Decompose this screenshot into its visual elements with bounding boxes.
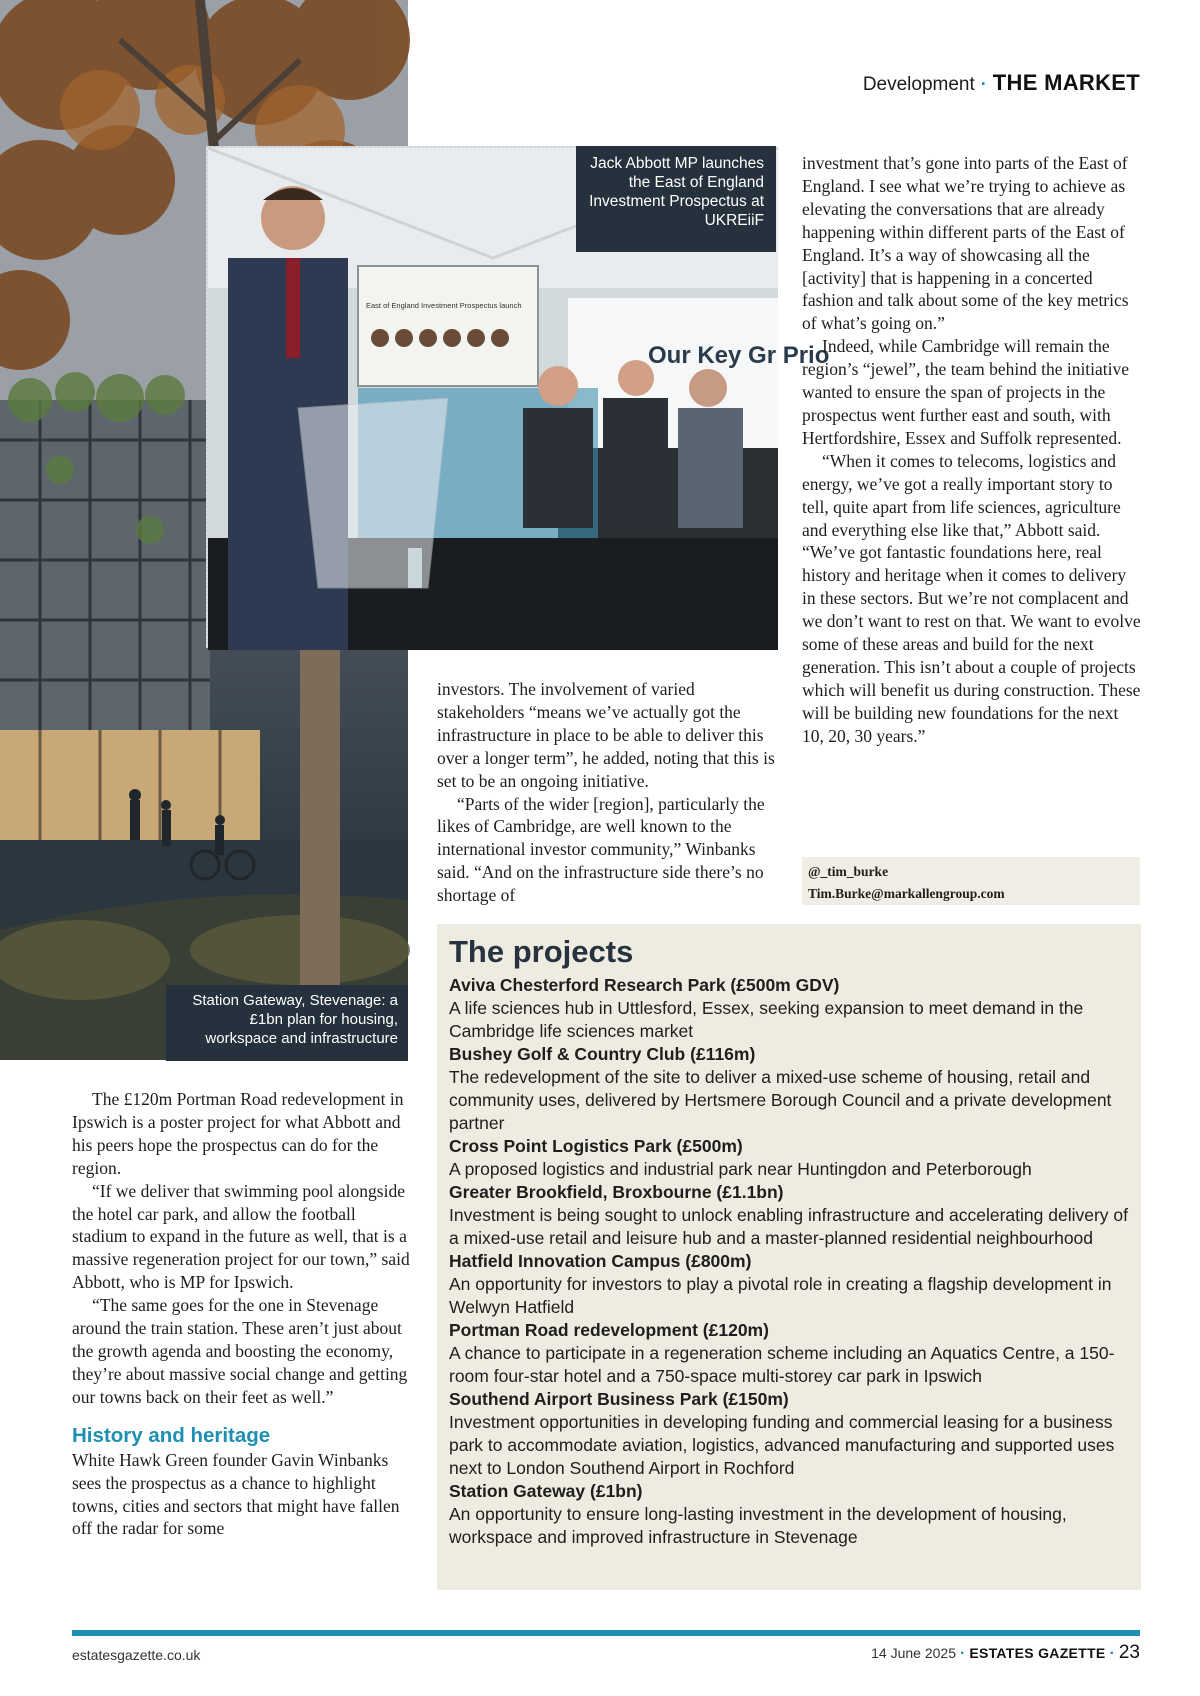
article-paragraph: “The same goes for the one in Stevenage around the train station. These aren’t just about the growth agenda and boosting the economy, they’re about massive social change and getting our towns back on their feet as well.” <box>72 1295 408 1407</box>
footer-separator: · <box>1109 1645 1115 1662</box>
project-name: Cross Point Logistics Park (£500m) <box>449 1136 743 1156</box>
footer-separator: · <box>959 1645 966 1662</box>
project-name: Bushey Golf & Country Club (£116m) <box>449 1044 756 1064</box>
screen-title: East of England Investment Prospectus launch <box>366 301 522 310</box>
section-label: Development <box>862 74 975 95</box>
article-paragraph: investment that’s gone into parts of the East of England. I see what we’re trying to achieve as elevating the conversations that are already happening within different parts of the East of England. It’s a way of showcasing all the [activity] that is happening in a concerted fashion and talk about some of the key metrics of what’s going on.” <box>802 153 1129 334</box>
project-name: Hatfield Innovation Campus (£800m) <box>449 1251 752 1271</box>
author-email[interactable]: Tim.Burke@markallengroup.com <box>808 886 1005 901</box>
project-name: Aviva Chesterford Research Park (£500m GDV) <box>449 975 840 995</box>
project-description: The redevelopment of the site to deliver a mixed-use scheme of housing, retail and community uses, delivered by Hertsmere Borough Council and a private development partner <box>449 1067 1112 1133</box>
article-paragraph: investors. The involvement of varied stakeholders “means we’ve actually got the infrastructure in place to be able to deliver this over a longer term”, he added, noting that this is set to be an ongoing initiative. <box>437 679 775 791</box>
article-paragraph: White Hawk Green founder Gavin Winbanks sees the prospectus as a chance to highlight towns, cities and sectors that might have fallen off the radar for some <box>72 1449 400 1539</box>
article-column-left <box>72 1088 412 1540</box>
article-paragraph: “If we deliver that swimming pool alongside the hotel car park, and allow the football stadium to expand in the future as well, that is a massive regeneration project for our town,” said Abbott, who is MP for Ipswich. <box>72 1180 410 1293</box>
issue-date: 14 June 2025 <box>871 1645 956 1661</box>
article-paragraph: Indeed, while Cambridge will remain the region’s “jewel”, the team behind the initiative wanted to ensure the span of projects in the prospectus went further east and south, with Hertfordshire, Essex and Suffolk represented. <box>802 336 1130 448</box>
footer-rule <box>72 1630 1140 1636</box>
footer-website[interactable]: estatesgazette.co.uk <box>72 1647 201 1663</box>
main-image-caption: Station Gateway, Stevenage: a £1bn plan for housing, workspace and infrastructure <box>166 985 408 1061</box>
projects-box <box>437 924 1141 1590</box>
photo-caption: Jack Abbott MP launches the East of England Investment Prospectus at UKREiiF <box>576 146 776 252</box>
projects-title: The projects <box>449 934 634 969</box>
page-header <box>863 70 1140 96</box>
screen-sign: Our Key Gr Prio <box>648 342 830 369</box>
project-description: A proposed logistics and industrial park near Huntingdon and Peterborough <box>449 1159 1032 1179</box>
project-description: An opportunity for investors to play a pivotal role in creating a flagship development in Welwyn Hatfield <box>449 1274 1112 1317</box>
project-name: Portman Road redevelopment (£120m) <box>449 1320 769 1340</box>
project-name: Station Gateway (£1bn) <box>449 1481 643 1501</box>
project-description: A chance to participate in a regeneration scheme including an Aquatics Centre, a 150-room four-star hotel and a 750-space multi-storey car park in Ipswich <box>449 1343 1115 1386</box>
article-column-middle <box>437 678 777 907</box>
project-description: An opportunity to ensure long-lasting investment in the development of housing, workspace and improved infrastructure in Stevenage <box>449 1504 1067 1547</box>
article-paragraph: “Parts of the wider [region], particularly the likes of Cambridge, are well known to the international investor community,” Winbanks said. “And on the infrastructure side there’s no shortage of <box>437 793 765 906</box>
twitter-handle[interactable]: @_tim_burke <box>808 864 889 879</box>
article-paragraph: “When it comes to telecoms, logistics and energy, we’ve got a really important story to tell, quite apart from life sciences, agriculture and everything else like that,” Abbott said. “We’ve got fantastic foundations here, real history and heritage when it comes to delivery in these sectors. But we’re not complacent and we don’t want to rest on that. We want to evolve some of these areas and build for the next generation. This isn’t about a couple of projects which will benefit us during construction. These will be building new foundations for the next 10, 20, 30 years.” <box>802 450 1141 746</box>
project-name: Greater Brookfield, Broxbourne (£1.1bn) <box>449 1182 784 1202</box>
author-contact <box>802 857 1140 905</box>
project-name: Southend Airport Business Park (£150m) <box>449 1389 789 1409</box>
project-description: A life sciences hub in Uttlesford, Essex, seeking expansion to meet demand in the Cambridge life sciences market <box>449 998 1084 1041</box>
article-paragraph: The £120m Portman Road redevelopment in Ipswich is a poster project for what Abbott and his peers hope the prospectus can do for the region. <box>72 1089 404 1178</box>
subheading: History and heritage <box>72 1423 271 1447</box>
article-column-right <box>802 152 1142 748</box>
header-separator: · <box>980 74 987 94</box>
publication-name: ESTATES GAZETTE <box>969 1645 1106 1661</box>
project-description: Investment opportunities in developing funding and commercial leasing for a business park to accommodate aviation, logistics, advanced manufacturing and supported uses next to London Southend Airport in Rochford <box>449 1412 1115 1478</box>
page-number: 23 <box>1118 1642 1140 1663</box>
topic-label: THE MARKET <box>992 70 1140 95</box>
project-description: Investment is being sought to unlock enabling infrastructure and accelerating delivery of a mixed-use retail and leisure hub and a master-planned residential neighbourhood <box>449 1205 1129 1248</box>
footer-info <box>871 1642 1140 1664</box>
